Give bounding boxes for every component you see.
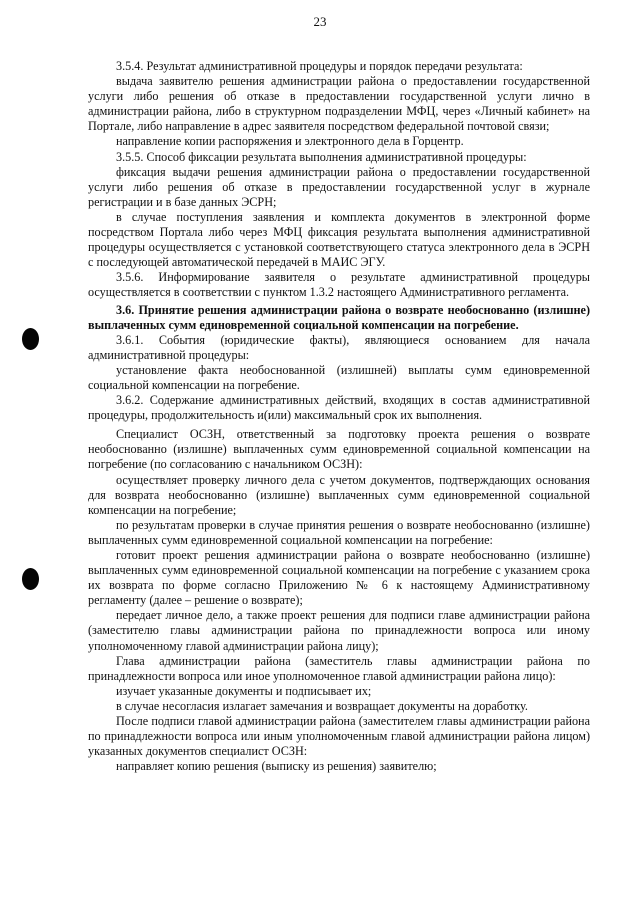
paragraph-3-6-2: 3.6.2. Содержание административных действий, входящих в состав административной процедуры, продолжительность и(или) максимальный срок их выполнения. bbox=[88, 393, 590, 423]
page-number: 23 bbox=[313, 14, 327, 29]
paragraph-3-6-1: 3.6.1. События (юридические факты), являющиеся основанием для начала административной процедуры: bbox=[88, 332, 590, 362]
punch-hole bbox=[22, 328, 39, 350]
paragraph-3-5-6: 3.5.6. Информирование заявителя о результате административной процедуры осуществляется в соответствии с пунктом 1.3.2 настоящего Административного регламента. bbox=[88, 270, 590, 300]
paragraph: После подписи главой администрации района (заместителем главы администрации района по принадлежности вопроса или иным уполномоченным главой администрации района лицом) указанных документов специалист ОСЗН: bbox=[88, 714, 590, 759]
section-heading-3-6: 3.6. Принятие решения администрации района о возврате необоснованно (излишне) выплаченных сумм единовременной социальной компенсации на погребение. bbox=[88, 302, 590, 332]
punch-hole bbox=[22, 568, 39, 590]
paragraph: осуществляет проверку личного дела с учетом документов, подтверждающих основания для возврата необоснованно (излишне) выплаченных сумм единовременной социальной компенсации на погребение; bbox=[88, 472, 590, 517]
paragraph: в случае несогласия излагает замечания и возвращает документы на доработку. bbox=[116, 698, 528, 713]
paragraph-3-5-5: 3.5.5. Способ фиксации результата выполнения административной процедуры: bbox=[116, 149, 527, 164]
paragraph: готовит проект решения администрации района о возврате необоснованно (излишне) выплаченных сумм единовременной социальной компенсации на погребение с указанием срока их возврата по форме согласно Приложению № 6 к настоящему Административному регламенту (далее – решение о возврате); bbox=[88, 548, 590, 608]
paragraph: изучает указанные документы и подписывает их; bbox=[116, 683, 372, 698]
paragraph: передает личное дело, а также проект решения для подписи главе администрации района (заместителю главы администрации района по принадлежности вопроса или иному уполномоченному главой администрации района лицу); bbox=[88, 608, 590, 653]
paragraph: фиксация выдачи решения администрации района о предоставлении государственной услуги либо решения об отказе в предоставлении государственной услуг в журнале регистрации и в базе данных ЭСРН; bbox=[88, 164, 590, 209]
paragraph: Глава администрации района (заместитель главы администрации района по принадлежности вопроса или иное уполномоченное главой администрации района лицо): bbox=[88, 653, 590, 683]
paragraph: по результатам проверки в случае принятия решения о возврате необоснованно (излишне) выплаченных сумм единовременной социальной компенсации на погребение: bbox=[88, 517, 590, 547]
paragraph-3-5-4: 3.5.4. Результат административной процедуры и порядок передачи результата: bbox=[116, 59, 523, 73]
document-body bbox=[88, 59, 590, 774]
paragraph: направляет копию решения (выписку из решения) заявителю; bbox=[116, 759, 437, 774]
paragraph: в случае поступления заявления и комплекта документов в электронной форме посредством Портала либо через МФЦ фиксация результата выполнения административной процедуры осуществляется с установкой соответствующего статуса электронного дела в ЭСРН с последующей автоматической передачей в МАИС ЭГУ. bbox=[88, 209, 590, 270]
paragraph: установление факта необоснованной (излишней) выплаты сумм единовременной социальной компенсации на погребение. bbox=[88, 362, 590, 392]
paragraph: выдача заявителю решения администрации района о предоставлении государственной услуги либо решения об отказе в предоставлении государственной услуги лично в администрации района, либо в структурном подразделении МФЦ, через «Личный кабинет» на Портале, либо направление в адрес заявителя посредством федеральной почтовой связи; bbox=[88, 74, 590, 134]
paragraph: направление копии распоряжения и электронного дела в Горцентр. bbox=[116, 134, 464, 149]
paragraph: Специалист ОСЗН, ответственный за подготовку проекта решения о возврате необоснованно (излишне) выплаченных сумм единовременной социальной компенсации на погребение (по согласованию с начальником ОСЗН): bbox=[88, 427, 590, 472]
